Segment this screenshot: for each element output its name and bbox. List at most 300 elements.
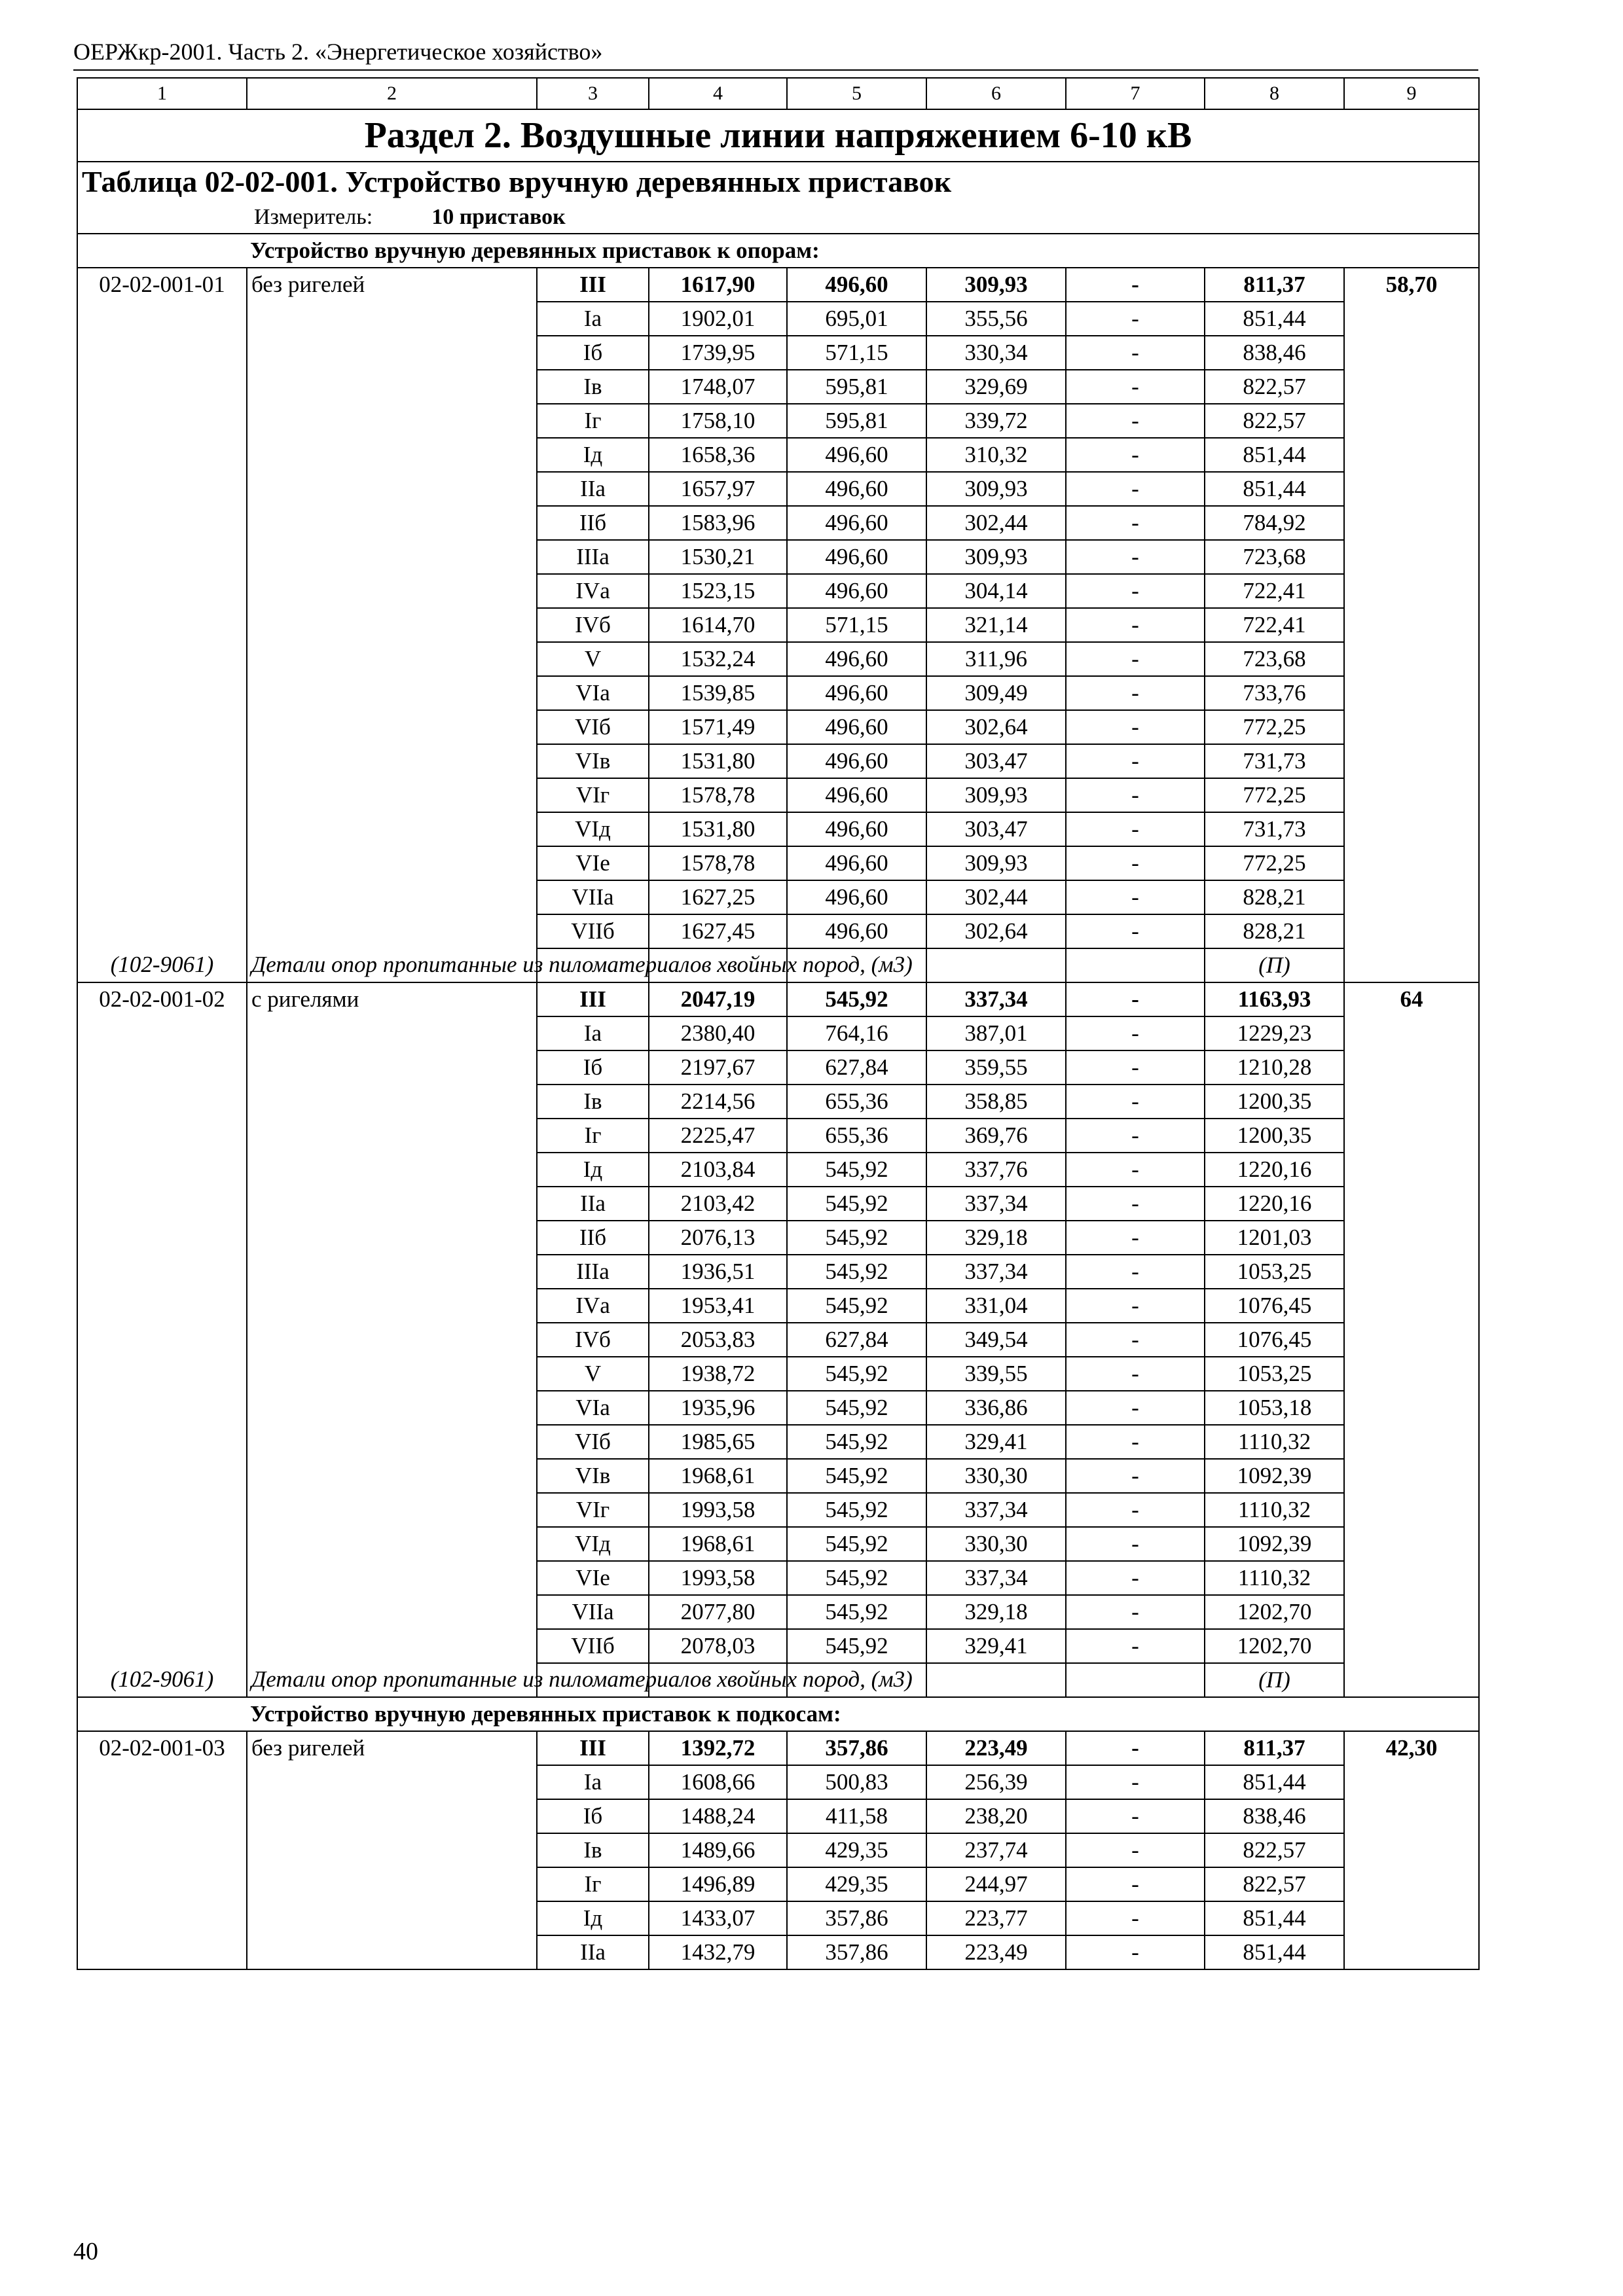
labor-cost: 496,60 (787, 472, 926, 506)
empty-cell (1066, 1663, 1205, 1697)
total-cost: 1530,21 (649, 540, 787, 574)
empty-cell (247, 1425, 537, 1459)
zone-code: VIв (537, 744, 649, 778)
driver-wage: - (1066, 540, 1205, 574)
empty-cell (77, 370, 247, 404)
machine-cost: 310,32 (926, 438, 1066, 472)
material-cost: 723,68 (1205, 540, 1344, 574)
driver-wage: - (1066, 744, 1205, 778)
empty-cell (1344, 1289, 1479, 1323)
table-row (77, 540, 1479, 574)
machine-cost: 309,49 (926, 676, 1066, 710)
labor-cost: 545,92 (787, 1153, 926, 1187)
zone-code: III (537, 982, 649, 1016)
empty-cell (1344, 370, 1479, 404)
machine-cost: 337,34 (926, 1255, 1066, 1289)
zone-code: VIIа (537, 1595, 649, 1629)
section-title-row (77, 109, 1479, 162)
machine-cost: 330,30 (926, 1459, 1066, 1493)
empty-cell (247, 1935, 537, 1969)
labor-cost: 545,92 (787, 1391, 926, 1425)
machine-cost: 369,76 (926, 1119, 1066, 1153)
table-row (77, 1323, 1479, 1357)
empty-cell (77, 846, 247, 880)
resource-code: (102-9061) (77, 1663, 247, 1697)
labor-cost: 545,92 (787, 1357, 926, 1391)
labor-cost: 357,86 (787, 1731, 926, 1765)
zone-code: VIе (537, 846, 649, 880)
zone-code: VIг (537, 1493, 649, 1527)
machine-cost: 337,34 (926, 1187, 1066, 1221)
empty-cell (247, 370, 537, 404)
resource-name: Детали опор пропитанные из пиломатериалов хвойных пород, (м3) (247, 948, 537, 982)
driver-wage: - (1066, 1016, 1205, 1050)
material-cost: 851,44 (1205, 1935, 1344, 1969)
material-cost: 722,41 (1205, 574, 1344, 608)
zone-code: V (537, 1357, 649, 1391)
driver-wage: - (1066, 1323, 1205, 1357)
subheading-row (77, 1697, 1479, 1731)
total-cost: 1968,61 (649, 1459, 787, 1493)
material-cost: 1163,93 (1205, 982, 1344, 1016)
machine-cost: 244,97 (926, 1867, 1066, 1901)
total-cost: 1608,66 (649, 1765, 787, 1799)
driver-wage: - (1066, 1085, 1205, 1119)
total-cost: 1531,80 (649, 744, 787, 778)
empty-cell (247, 880, 537, 914)
empty-cell (77, 1935, 247, 1969)
driver-wage: - (1066, 370, 1205, 404)
zone-code: VIIа (537, 880, 649, 914)
empty-cell (1344, 1323, 1479, 1357)
empty-cell (247, 540, 537, 574)
empty-cell (1344, 812, 1479, 846)
zone-code: IIа (537, 1187, 649, 1221)
material-cost: 822,57 (1205, 1833, 1344, 1867)
empty-cell (247, 1799, 537, 1833)
table-row (77, 982, 1479, 1016)
driver-wage: - (1066, 1391, 1205, 1425)
total-cost: 1935,96 (649, 1391, 787, 1425)
empty-cell (247, 1085, 537, 1119)
zone-code: VIд (537, 1527, 649, 1561)
driver-wage: - (1066, 1629, 1205, 1663)
zone-code: Iв (537, 1833, 649, 1867)
machine-cost: 256,39 (926, 1765, 1066, 1799)
table-row (77, 642, 1479, 676)
labor-cost: 571,15 (787, 608, 926, 642)
driver-wage: - (1066, 404, 1205, 438)
labor-cost: 496,60 (787, 268, 926, 302)
material-cost: 1053,25 (1205, 1255, 1344, 1289)
labor-cost: 496,60 (787, 540, 926, 574)
labor-hours: 64 (1344, 982, 1479, 1016)
driver-wage: - (1066, 1255, 1205, 1289)
empty-cell (247, 1221, 537, 1255)
labor-cost: 496,60 (787, 778, 926, 812)
column-numbers-row (77, 78, 1479, 109)
driver-wage: - (1066, 1867, 1205, 1901)
column-number: 5 (787, 78, 926, 109)
material-cost: 851,44 (1205, 438, 1344, 472)
zone-code: Iб (537, 1799, 649, 1833)
empty-cell (1344, 1119, 1479, 1153)
table-row (77, 608, 1479, 642)
subheading-row (77, 234, 1479, 268)
empty-cell (77, 1391, 247, 1425)
empty-cell (1344, 778, 1479, 812)
table-row (77, 1867, 1479, 1901)
empty-cell (1344, 846, 1479, 880)
zone-code: IVа (537, 1289, 649, 1323)
table-row (77, 1289, 1479, 1323)
labor-cost: 496,60 (787, 880, 926, 914)
material-cost: 851,44 (1205, 1901, 1344, 1935)
empty-cell (1344, 1493, 1479, 1527)
zone-code: Iв (537, 370, 649, 404)
zone-code: IIа (537, 1935, 649, 1969)
empty-cell (247, 1289, 537, 1323)
total-cost: 1993,58 (649, 1493, 787, 1527)
unit-value: 10 приставок (431, 205, 566, 229)
labor-cost: 496,60 (787, 710, 926, 744)
empty-cell (77, 1050, 247, 1085)
empty-cell (77, 472, 247, 506)
machine-cost: 337,34 (926, 1561, 1066, 1595)
empty-cell (1344, 1221, 1479, 1255)
total-cost: 1936,51 (649, 1255, 787, 1289)
resource-row (77, 1663, 1479, 1697)
driver-wage: - (1066, 1187, 1205, 1221)
labor-cost: 411,58 (787, 1799, 926, 1833)
labor-hours: 58,70 (1344, 268, 1479, 302)
column-number: 2 (247, 78, 537, 109)
resource-name: Детали опор пропитанные из пиломатериалов хвойных пород, (м3) (247, 1663, 537, 1697)
column-number: 7 (1066, 78, 1205, 109)
material-cost: 811,37 (1205, 268, 1344, 302)
empty-cell (77, 1221, 247, 1255)
empty-cell (247, 1255, 537, 1289)
empty-cell (247, 1765, 537, 1799)
table-row (77, 472, 1479, 506)
total-cost: 1758,10 (649, 404, 787, 438)
empty-cell (1344, 1629, 1479, 1663)
empty-cell (1344, 404, 1479, 438)
material-cost: 1229,23 (1205, 1016, 1344, 1050)
empty-cell (247, 302, 537, 336)
driver-wage: - (1066, 574, 1205, 608)
driver-wage: - (1066, 268, 1205, 302)
table-row (77, 1595, 1479, 1629)
empty-cell (1344, 1459, 1479, 1493)
empty-cell (1344, 1663, 1479, 1697)
zone-code: VIа (537, 1391, 649, 1425)
empty-cell (247, 1119, 537, 1153)
machine-cost: 331,04 (926, 1289, 1066, 1323)
machine-cost: 302,64 (926, 914, 1066, 948)
machine-cost: 238,20 (926, 1799, 1066, 1833)
material-cost: 1110,32 (1205, 1493, 1344, 1527)
table-row (77, 404, 1479, 438)
empty-cell (77, 1493, 247, 1527)
labor-cost: 545,92 (787, 1527, 926, 1561)
empty-cell (1344, 1187, 1479, 1221)
empty-cell (247, 1493, 537, 1527)
empty-cell (1344, 1016, 1479, 1050)
empty-cell (77, 1901, 247, 1935)
driver-wage: - (1066, 608, 1205, 642)
empty-cell (247, 1833, 537, 1867)
empty-cell (77, 642, 247, 676)
table-row (77, 710, 1479, 744)
driver-wage: - (1066, 1493, 1205, 1527)
empty-cell (1344, 948, 1479, 982)
material-cost: 851,44 (1205, 302, 1344, 336)
empty-cell (247, 1391, 537, 1425)
material-cost: 1076,45 (1205, 1289, 1344, 1323)
labor-cost: 545,92 (787, 1459, 926, 1493)
total-cost: 2103,84 (649, 1153, 787, 1187)
section-title: Раздел 2. Воздушные линии напряжением 6-10 кВ (77, 109, 1479, 162)
empty-cell (1344, 1425, 1479, 1459)
empty-cell (77, 1833, 247, 1867)
driver-wage: - (1066, 302, 1205, 336)
total-cost: 1617,90 (649, 268, 787, 302)
total-cost: 2047,19 (649, 982, 787, 1016)
total-cost: 1953,41 (649, 1289, 787, 1323)
subheading: Устройство вручную деревянных приставок к опорам: (77, 234, 1479, 268)
zone-code: Iг (537, 1119, 649, 1153)
total-cost: 2197,67 (649, 1050, 787, 1085)
material-cost: 838,46 (1205, 336, 1344, 370)
machine-cost: 302,64 (926, 710, 1066, 744)
total-cost: 1432,79 (649, 1935, 787, 1969)
total-cost: 1392,72 (649, 1731, 787, 1765)
empty-cell (247, 574, 537, 608)
empty-cell (1344, 710, 1479, 744)
empty-cell (1344, 608, 1479, 642)
machine-cost: 355,56 (926, 302, 1066, 336)
table-row (77, 268, 1479, 302)
total-cost: 2103,42 (649, 1187, 787, 1221)
table-row (77, 1731, 1479, 1765)
empty-cell (77, 302, 247, 336)
machine-cost: 223,49 (926, 1935, 1066, 1969)
empty-cell (1344, 506, 1479, 540)
empty-cell (77, 1799, 247, 1833)
machine-cost: 387,01 (926, 1016, 1066, 1050)
table-row (77, 506, 1479, 540)
empty-cell (247, 1357, 537, 1391)
machine-cost: 337,34 (926, 982, 1066, 1016)
empty-cell (77, 608, 247, 642)
machine-cost: 223,77 (926, 1901, 1066, 1935)
driver-wage: - (1066, 1799, 1205, 1833)
machine-cost: 321,14 (926, 608, 1066, 642)
labor-cost: 357,86 (787, 1935, 926, 1969)
empty-cell (247, 438, 537, 472)
zone-code: VIв (537, 1459, 649, 1493)
machine-cost: 337,76 (926, 1153, 1066, 1187)
driver-wage: - (1066, 982, 1205, 1016)
total-cost: 1614,70 (649, 608, 787, 642)
empty-cell (1344, 1085, 1479, 1119)
labor-cost: 496,60 (787, 574, 926, 608)
total-cost: 1627,45 (649, 914, 787, 948)
zone-code: IIб (537, 1221, 649, 1255)
page-number: 40 (73, 2238, 98, 2265)
labor-cost: 545,92 (787, 1289, 926, 1323)
driver-wage: - (1066, 710, 1205, 744)
zone-code: Iа (537, 302, 649, 336)
machine-cost: 358,85 (926, 1085, 1066, 1119)
column-number: 1 (77, 78, 247, 109)
total-cost: 1489,66 (649, 1833, 787, 1867)
driver-wage: - (1066, 336, 1205, 370)
driver-wage: - (1066, 812, 1205, 846)
total-cost: 1902,01 (649, 302, 787, 336)
machine-cost: 359,55 (926, 1050, 1066, 1085)
table-row (77, 1187, 1479, 1221)
material-cost: 772,25 (1205, 778, 1344, 812)
material-cost: 838,46 (1205, 1799, 1344, 1833)
column-number: 8 (1205, 78, 1344, 109)
table-row (77, 1255, 1479, 1289)
table-row (77, 438, 1479, 472)
material-cost: 772,25 (1205, 846, 1344, 880)
empty-cell (77, 744, 247, 778)
material-cost: 828,21 (1205, 880, 1344, 914)
material-cost: 1110,32 (1205, 1425, 1344, 1459)
total-cost: 1571,49 (649, 710, 787, 744)
empty-cell (1344, 676, 1479, 710)
empty-cell (77, 914, 247, 948)
driver-wage: - (1066, 676, 1205, 710)
empty-cell (1344, 642, 1479, 676)
zone-code: VIб (537, 710, 649, 744)
material-cost: 1202,70 (1205, 1629, 1344, 1663)
zone-code: VIг (537, 778, 649, 812)
zone-code: III (537, 268, 649, 302)
empty-cell (247, 812, 537, 846)
material-cost: 811,37 (1205, 1731, 1344, 1765)
driver-wage: - (1066, 438, 1205, 472)
empty-cell (77, 1187, 247, 1221)
labor-cost: 500,83 (787, 1765, 926, 1799)
zone-code: Iд (537, 438, 649, 472)
table-row (77, 336, 1479, 370)
material-cost: 851,44 (1205, 472, 1344, 506)
total-cost: 2225,47 (649, 1119, 787, 1153)
labor-cost: 545,92 (787, 1595, 926, 1629)
table-row (77, 1765, 1479, 1799)
empty-cell (1344, 472, 1479, 506)
zone-code: Iа (537, 1016, 649, 1050)
zone-code: Iд (537, 1901, 649, 1935)
empty-cell (247, 846, 537, 880)
empty-cell (247, 1561, 537, 1595)
table-row (77, 812, 1479, 846)
empty-cell (247, 1629, 537, 1663)
empty-cell (77, 1153, 247, 1187)
table-row (77, 914, 1479, 948)
table-row (77, 1901, 1479, 1935)
empty-cell (77, 880, 247, 914)
material-cost: 1076,45 (1205, 1323, 1344, 1357)
driver-wage: - (1066, 1527, 1205, 1561)
column-number: 6 (926, 78, 1066, 109)
labor-hours: 42,30 (1344, 1731, 1479, 1765)
item-name: без ригелей (247, 268, 537, 302)
machine-cost: 303,47 (926, 812, 1066, 846)
labor-cost: 545,92 (787, 982, 926, 1016)
machine-cost: 330,34 (926, 336, 1066, 370)
empty-cell (247, 1595, 537, 1629)
material-cost: 1220,16 (1205, 1187, 1344, 1221)
item-code: 02-02-001-03 (77, 1731, 247, 1765)
driver-wage: - (1066, 1050, 1205, 1085)
total-cost: 1583,96 (649, 506, 787, 540)
empty-cell (77, 1425, 247, 1459)
zone-code: Iа (537, 1765, 649, 1799)
labor-cost: 655,36 (787, 1119, 926, 1153)
table-row (77, 1357, 1479, 1391)
empty-cell (247, 1459, 537, 1493)
empty-cell (247, 710, 537, 744)
table-row (77, 1833, 1479, 1867)
table-row (77, 1050, 1479, 1085)
labor-cost: 655,36 (787, 1085, 926, 1119)
driver-wage: - (1066, 1561, 1205, 1595)
table-row (77, 1425, 1479, 1459)
empty-cell (247, 1187, 537, 1221)
material-cost: 822,57 (1205, 370, 1344, 404)
empty-cell (247, 1901, 537, 1935)
empty-cell (77, 506, 247, 540)
labor-cost: 571,15 (787, 336, 926, 370)
table-title-cell (77, 162, 1479, 234)
empty-cell (247, 1323, 537, 1357)
empty-cell (1344, 1255, 1479, 1289)
resource-row (77, 948, 1479, 982)
material-cost: 822,57 (1205, 1867, 1344, 1901)
table-row (77, 1935, 1479, 1969)
table-row (77, 846, 1479, 880)
empty-cell (77, 676, 247, 710)
empty-cell (1344, 1935, 1479, 1969)
total-cost: 1739,95 (649, 336, 787, 370)
total-cost: 1433,07 (649, 1901, 787, 1935)
empty-cell (1344, 1561, 1479, 1595)
machine-cost: 302,44 (926, 880, 1066, 914)
resource-code: (102-9061) (77, 948, 247, 982)
zone-code: III (537, 1731, 649, 1765)
table-row (77, 1221, 1479, 1255)
empty-cell (1344, 1595, 1479, 1629)
total-cost: 2076,13 (649, 1221, 787, 1255)
empty-cell (77, 1561, 247, 1595)
empty-cell (77, 1629, 247, 1663)
total-cost: 2078,03 (649, 1629, 787, 1663)
empty-cell (1344, 744, 1479, 778)
material-cost: 828,21 (1205, 914, 1344, 948)
zone-code: IIб (537, 506, 649, 540)
empty-cell (1344, 1867, 1479, 1901)
empty-cell (77, 574, 247, 608)
empty-cell (247, 404, 537, 438)
material-cost: 723,68 (1205, 642, 1344, 676)
machine-cost: 311,96 (926, 642, 1066, 676)
